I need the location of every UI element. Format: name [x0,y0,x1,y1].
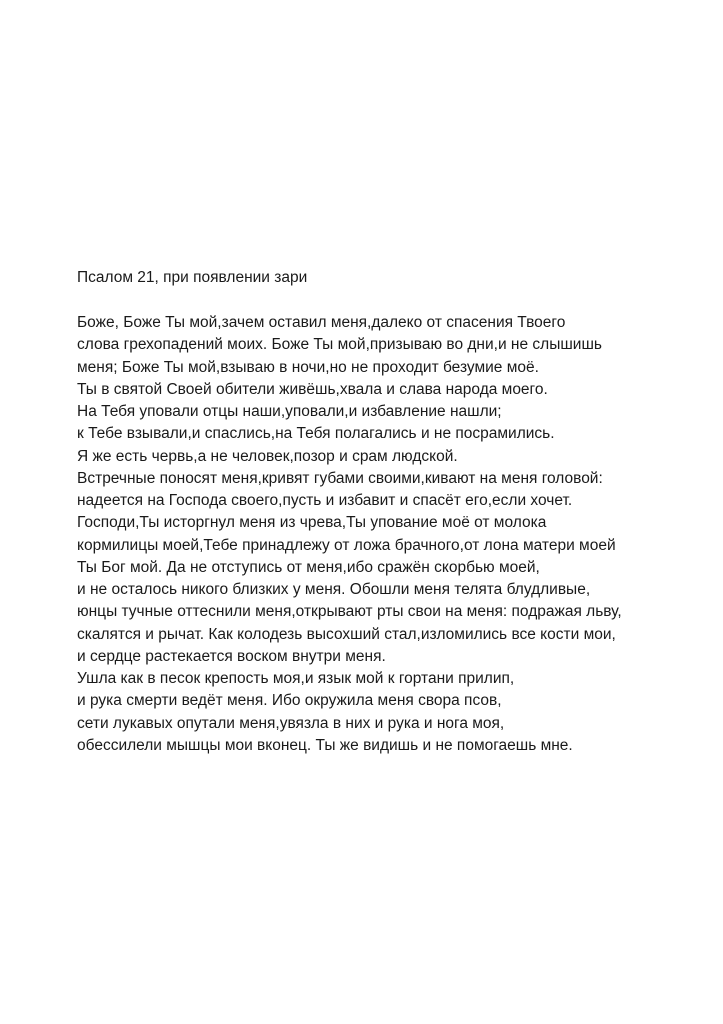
psalm-body [77,312,707,757]
text-line: кормилицы моей,Тебе принадлежу от ложа брачного,от лона матери моей [77,536,616,554]
text-line: юнцы тучные оттеснили меня,открывают рты свои на меня: подражая льву, [77,603,622,621]
text-line: и рука смерти ведёт меня. Ибо окружила меня свора псов, [77,692,502,710]
text-line: скалятся и рычат. Как колодезь высохший стал,изломились все кости мои, [77,625,616,643]
text-line: меня; Боже Ты мой,взываю в ночи,но не проходит безумие моё. [77,358,539,376]
text-line: Встречные поносят меня,кривят губами своими,кивают на меня головой: [77,469,603,487]
text-line: Господи,Ты исторгнул меня из чрева,Ты упование моё от молока [77,514,547,532]
text-line: Ты Бог мой. Да не отступись от меня,ибо сражён скорбью моей, [77,558,540,576]
text-line: слова грехопадений моих. Боже Ты мой,призываю во дни,и не слышишь [77,336,602,354]
psalm-title: Псалом 21, при появлении зари [77,269,308,286]
text-line: На Тебя уповали отцы наши,уповали,и избавление нашли; [77,403,502,420]
text-line: Боже, Боже Ты мой,зачем оставил меня,далеко от спасения Твоего [77,314,566,331]
text-line: Я же есть червь,а не человек,позор и срам людской. [77,447,458,465]
text-line: надеется на Господа своего,пусть и избавит и спасёт его,если хочет. [77,492,573,509]
text-line: и сердце растекается воском внутри меня. [77,647,386,665]
text-line: и не осталось никого близких у меня. Обошли меня телята блудливые, [77,581,591,598]
text-line: Ушла как в песок крепость моя,и язык мой к гортани прилип, [77,670,515,687]
text-line: обессилели мышцы мои вконец. Ты же видишь и не помогаешь мне. [77,736,573,754]
text-line: сети лукавых опутали меня,увязла в них и рука и нога моя, [77,714,505,732]
text-line: к Тебе взывали,и спаслись,на Тебя полагались и не посрамились. [77,425,555,443]
text-line: Ты в святой Своей обители живёшь,хвала и слава народа моего. [77,380,548,398]
